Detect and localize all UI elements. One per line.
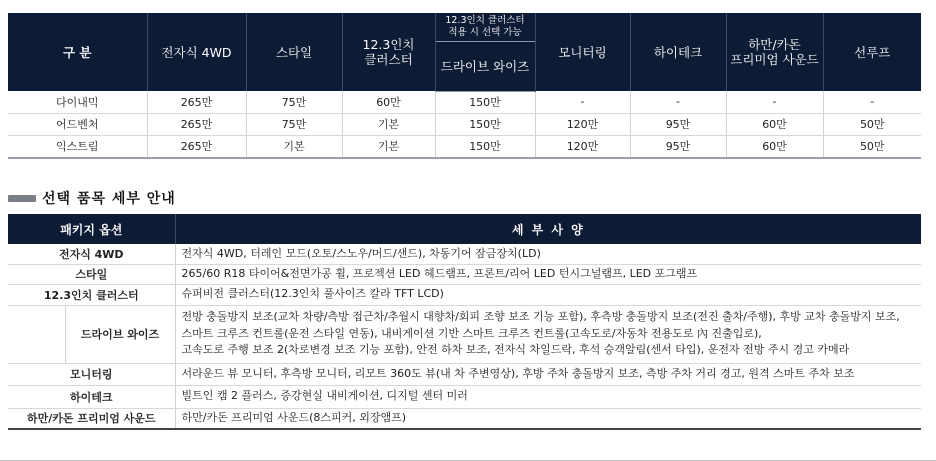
option-name: 스타일 xyxy=(8,264,175,284)
header-4wd: 전자식 4WD xyxy=(147,13,246,91)
table-row xyxy=(8,244,921,264)
price-cell: - xyxy=(630,91,726,113)
price-cell: 50만 xyxy=(823,135,921,158)
trim-name: 어드벤처 xyxy=(8,113,147,135)
option-detail: 빌트인 캠 2 플러스, 증강현실 내비게이션, 디지털 센터 미러 xyxy=(175,385,921,408)
price-cell: 150만 xyxy=(435,113,535,135)
header-category: 구 분 xyxy=(8,13,147,91)
table-row xyxy=(8,284,921,305)
option-name: 하이테크 xyxy=(8,385,175,408)
price-cell: 95만 xyxy=(630,135,726,158)
price-cell: - xyxy=(726,91,823,113)
price-cell: - xyxy=(823,91,921,113)
option-detail-table xyxy=(8,214,921,430)
option-detail: 슈퍼비전 클러스터(12.3인치 풀사이즈 칼라 TFT LCD) xyxy=(175,284,921,305)
header-hitech: 하이테크 xyxy=(630,13,726,91)
price-cell: 265만 xyxy=(147,113,246,135)
trim-name: 익스트림 xyxy=(8,135,147,158)
price-cell: 265만 xyxy=(147,135,246,158)
table-row xyxy=(8,408,921,429)
price-cell: 60만 xyxy=(726,135,823,158)
indent-cell xyxy=(8,305,65,363)
table-row xyxy=(8,264,921,284)
header-style: 스타일 xyxy=(246,13,342,91)
table-row xyxy=(8,385,921,408)
price-cell: 75만 xyxy=(246,113,342,135)
price-cell: 150만 xyxy=(435,135,535,158)
price-cell: - xyxy=(535,91,630,113)
header-detail-spec: 세 부 사 양 xyxy=(175,214,921,244)
table-row xyxy=(8,91,921,113)
header-drive-wise: 드라이브 와이즈 xyxy=(435,41,535,91)
header-monitoring: 모니터링 xyxy=(535,13,630,91)
option-detail xyxy=(175,305,921,363)
table-row xyxy=(8,135,921,158)
section-title: 선택 품목 세부 안내 xyxy=(42,191,176,207)
price-cell: 120만 xyxy=(535,113,630,135)
price-cell: 120만 xyxy=(535,135,630,158)
header-cluster: 12.3인치 클러스터 xyxy=(342,13,435,91)
option-price-table xyxy=(8,13,921,159)
option-name: 드라이브 와이즈 xyxy=(65,305,175,363)
header-package-option: 패키지 옵션 xyxy=(8,214,175,244)
table-row xyxy=(8,113,921,135)
detail-line: 스마트 크루즈 컨트롤(운전 스타일 연동), 내비게이션 기반 스마트 크루즈 컨트롤(고속도로/자동차 전용도로 內 진출입로), xyxy=(181,326,762,340)
option-name: 모니터링 xyxy=(8,363,175,385)
option-name: 전자식 4WD xyxy=(8,244,175,264)
header-sunroof: 선루프 xyxy=(823,13,921,91)
detail-line: 고속도로 주행 보조 2(차로변경 보조 기능 포함), 안전 하차 보조, 전자식 차일드락, 후석 승객알림(센서 타입), 운전자 전방 주시 경고 카메라 xyxy=(181,343,850,357)
price-cell: 기본 xyxy=(342,135,435,158)
price-cell: 기본 xyxy=(342,113,435,135)
table-row xyxy=(8,363,921,385)
price-cell: 150만 xyxy=(435,91,535,113)
price-cell: 60만 xyxy=(726,113,823,135)
option-detail: 265/60 R18 타이어&전면가공 휠, 프로젝션 LED 헤드램프, 프론트/리어 LED 턴시그널램프, LED 포그램프 xyxy=(175,264,921,284)
option-name: 12.3인치 클러스터 xyxy=(8,284,175,305)
section-bar-icon xyxy=(8,195,36,202)
trim-name: 다이내믹 xyxy=(8,91,147,113)
section-heading xyxy=(8,188,176,208)
price-cell: 95만 xyxy=(630,113,726,135)
detail-line: 전방 충돌방지 보조(교차 차량/측방 접근차/추월시 대향차/회피 조향 보조 기능 포함), 후측방 충돌방지 보조(전진 출차/주행), 후방 교차 충돌방지 보조, xyxy=(181,310,900,324)
price-cell: 60만 xyxy=(342,91,435,113)
table-row xyxy=(8,305,921,363)
price-cell: 기본 xyxy=(246,135,342,158)
option-detail: 서라운드 뷰 모니터, 후측방 모니터, 리모트 360도 뷰(내 차 주변영상), 후방 주차 충돌방지 보조, 측방 주차 거리 경고, 원격 스마트 주차 보조 xyxy=(175,363,921,385)
option-name: 하만/카돈 프리미엄 사운드 xyxy=(8,408,175,429)
price-cell: 75만 xyxy=(246,91,342,113)
option-detail: 하만/카돈 프리미엄 사운드(8스피커, 외장앰프) xyxy=(175,408,921,429)
header-harman: 하만/카돈 프리미엄 사운드 xyxy=(726,13,823,91)
price-cell: 265만 xyxy=(147,91,246,113)
header-cluster-note: 12.3인치 클러스터 적용 시 선택 가능 xyxy=(435,13,535,41)
price-cell: 50만 xyxy=(823,113,921,135)
option-detail: 전자식 4WD, 터레인 모드(오토/스노우/머드/샌드), 차동기어 잠금장치(LD) xyxy=(175,244,921,264)
